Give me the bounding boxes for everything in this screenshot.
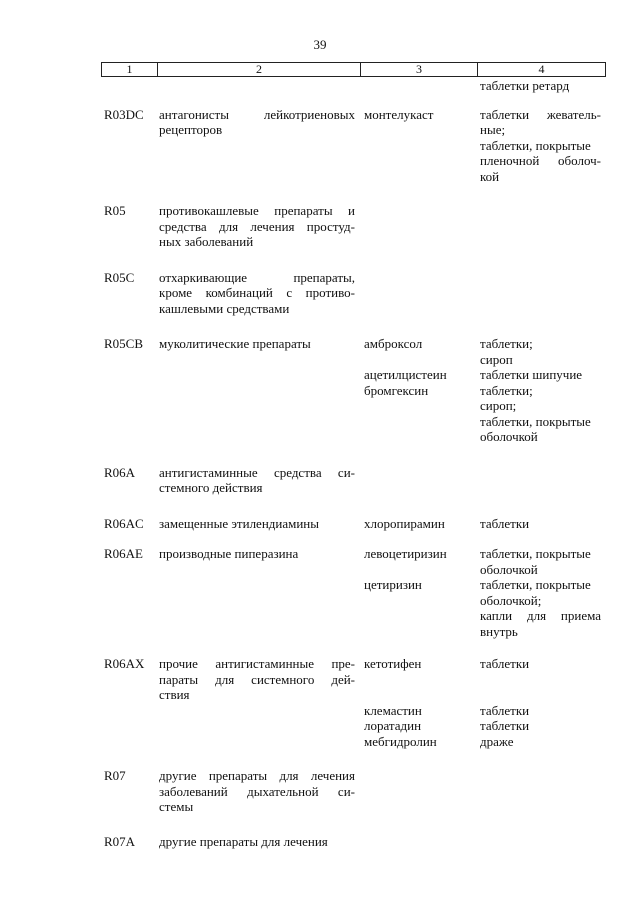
group-name-line: замещенные этилендиамины [159,515,319,531]
drug-name: бромгексин [364,382,429,398]
dosage-form [480,672,601,688]
dosage-form: ные; [480,122,506,137]
column-header-1: 1 [102,63,158,77]
atc-code: R06AE [104,546,143,561]
atc-code-cell [101,107,157,123]
group-name-cell [157,656,360,703]
dosage-form-cell [477,516,605,532]
dosage-form: оболочкой [480,429,538,444]
drug-name-cell [360,656,477,749]
group-name-line: параты для системного дей- [159,671,355,687]
table-row [101,107,605,185]
group-name-line: муколитические препараты [159,336,311,351]
drug-name: цетиризин [364,577,422,592]
dosage-form: таблетки шипучие [480,367,583,382]
atc-code-cell [101,656,157,672]
dosage-form-cell [477,78,605,94]
group-name-line: ствия [159,687,190,702]
dosage-form: таблетки; [480,382,533,398]
dosage-form: оболочкой; [480,592,542,608]
drug-name-cell [360,336,477,398]
group-name-line: рецепторов [159,122,223,137]
drug-name [364,562,477,578]
dosage-form: таблетки [480,702,530,718]
group-name-line: стемы [159,799,194,814]
dosage-form: оболочкой [480,561,538,577]
dosage-form-cell [477,546,605,639]
drug-name: левоцетиризин [364,546,447,561]
drug-name: хлоропирамин [364,515,445,531]
table-row [101,78,605,94]
atc-code: R06AC [104,515,144,531]
table-row [101,270,605,317]
group-name-cell [157,768,360,815]
drug-name [364,352,477,368]
dosage-form: драже [480,733,514,749]
dosage-form: кой [480,168,500,184]
atc-code: R03DC [104,106,144,122]
page-number: 39 [313,37,327,52]
group-name-cell [157,203,360,250]
atc-code-cell [101,834,157,850]
column-header-2: 2 [158,63,361,77]
atc-code: R07A [104,833,136,849]
dosage-form: капли для приема [480,608,601,623]
dosage-form: таблетки [480,515,530,531]
table-body [101,78,605,849]
group-name-line: стемного действия [159,480,263,495]
drug-name: амброксол [364,336,423,351]
atc-code: R06A [104,464,136,480]
group-name-cell [157,546,360,562]
drug-name: лоратадин [364,718,422,733]
atc-code: R06AX [104,656,145,671]
dosage-form: внутрь [480,623,518,639]
group-name-line: кроме комбинаций с противо- [159,285,355,300]
drug-name: клемастин [364,702,422,718]
atc-code-cell [101,336,157,352]
drug-name [364,687,477,703]
dosage-form: сироп [480,351,513,367]
group-name-cell [157,336,360,352]
group-name-cell [157,465,360,496]
table-row [101,336,605,445]
dosage-form: таблетки, покрытые [480,137,591,153]
group-name-cell [157,107,360,138]
atc-code-cell [101,465,157,481]
column-header-4: 4 [478,63,606,77]
table-row [101,834,605,850]
drug-name: монтелукаст [364,106,434,122]
group-name-line: прочие антигистаминные пре- [159,656,355,671]
atc-code: R05CB [104,336,144,351]
atc-code: R07 [104,768,126,783]
table-row [101,546,605,639]
dosage-form: таблетки, покрытые [480,546,591,561]
group-name-line: антагонисты лейкотриеновых [159,106,355,122]
column-header-table [101,62,606,77]
dosage-form-cell [477,656,605,749]
group-name-line: антигистаминные средства си- [159,464,355,480]
atc-code: R05C [104,269,135,285]
drug-name: ацетилцистеин [364,367,447,382]
dosage-form: таблетки ретард [480,78,570,93]
table-row [101,465,605,496]
group-name-cell [157,834,360,850]
atc-code-cell [101,516,157,532]
atc-code-cell [101,768,157,784]
atc-code-cell [101,203,157,219]
dosage-form: таблетки, покрытые [480,413,591,429]
group-name-cell [157,270,360,317]
group-name-line: кашлевыми средствами [159,300,290,316]
group-name-line: средства для лечения простуд- [159,218,355,234]
group-name-line: противокашлевые препараты и [159,203,355,218]
group-name-line: ных заболеваний [159,234,254,249]
dosage-form: таблетки жеватель- [480,106,601,122]
drug-name [364,672,477,688]
group-name-cell [157,516,360,532]
table-row [101,656,605,749]
table-row [101,768,605,815]
dosage-form: таблетки, покрытые [480,577,591,592]
drug-name-cell [360,546,477,593]
dosage-form: таблетки [480,656,530,671]
dosage-form: пленочной оболоч- [480,153,601,168]
dosage-form-cell [477,107,605,185]
dosage-form: таблетки [480,718,530,733]
drug-name: кетотифен [364,656,422,671]
atc-code-cell [101,270,157,286]
dosage-form [480,687,601,703]
column-header-row [102,63,606,77]
group-name-line: производные пиперазина [159,546,299,561]
column-header-3: 3 [361,63,478,77]
drug-name-cell [360,516,477,532]
atc-code-cell [101,546,157,562]
dosage-form: сироп; [480,398,517,413]
group-name-line: заболеваний дыхательной си- [159,783,355,799]
table-row [101,203,605,250]
drug-name: мебгидролин [364,733,437,749]
group-name-line: другие препараты для лечения [159,833,328,849]
group-name-line: другие препараты для лечения [159,768,355,783]
dosage-form: таблетки; [480,336,533,351]
table-row [101,516,605,532]
group-name-line: отхаркивающие препараты, [159,269,355,285]
dosage-form-cell [477,336,605,445]
atc-code: R05 [104,203,126,218]
drug-name-cell [360,107,477,123]
